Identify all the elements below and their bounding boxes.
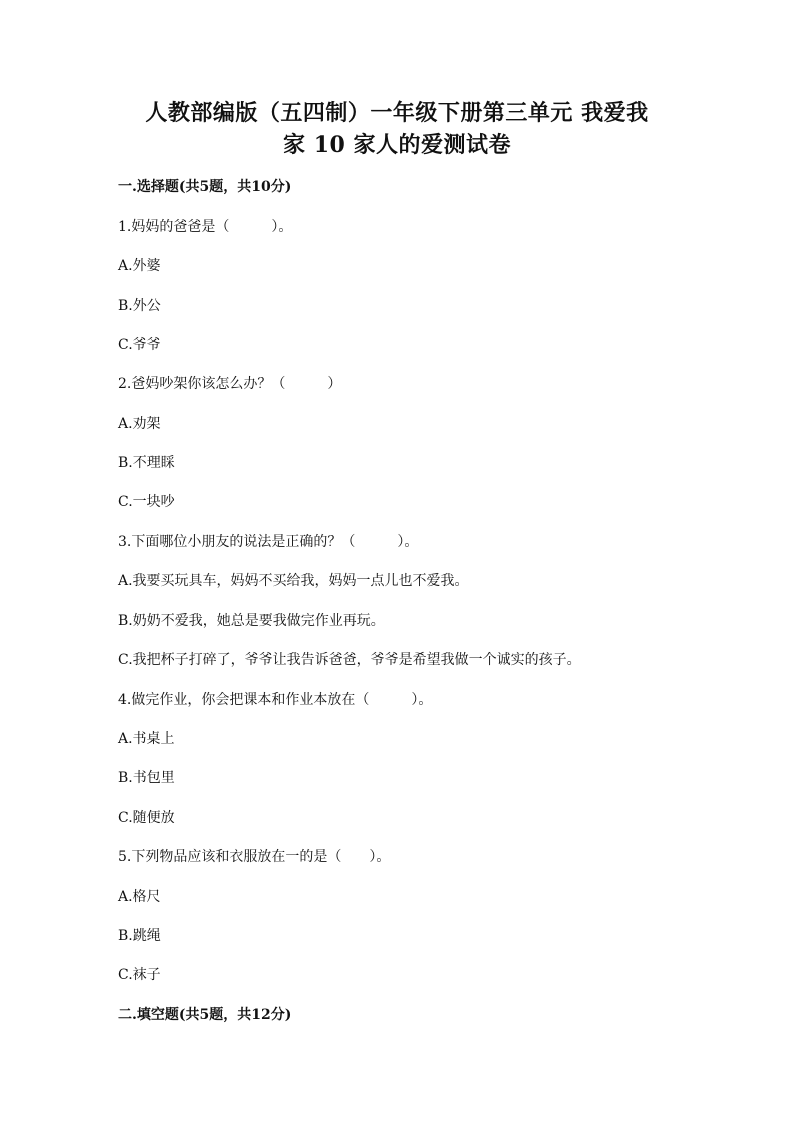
- question-2-stem: 2.爸妈吵架你该怎么办？（ ）: [118, 376, 342, 392]
- question-3-option-b: B.奶奶不爱我，她总是要我做完作业再玩。: [118, 613, 385, 629]
- question-2-option-b: B.不理睬: [118, 455, 175, 471]
- question-4-option-a: A.书桌上: [118, 731, 175, 747]
- section-heading-fill-in-blank: 二.填空题(共5题，共12分): [118, 1007, 292, 1023]
- question-4-option-b: B.书包里: [118, 770, 175, 786]
- section-heading-multiple-choice: 一.选择题(共5题，共10分): [118, 179, 292, 195]
- question-5-option-a: A.格尺: [118, 889, 161, 905]
- question-2-option-a: A.劝架: [118, 416, 161, 432]
- question-2-option-c: C.一块吵: [118, 494, 175, 510]
- question-1-option-b: B.外公: [118, 298, 161, 314]
- document-title-line-1: 人教部编版（五四制）一年级下册第三单元 我爱我: [145, 100, 649, 126]
- question-5-option-c: C.袜子: [118, 967, 161, 983]
- question-4-stem: 4.做完作业，你会把课本和作业本放在（ ）。: [118, 692, 433, 708]
- question-3-option-a: A.我要买玩具车，妈妈不买给我，妈妈一点儿也不爱我。: [118, 573, 469, 589]
- question-3-stem: 3.下面哪位小朋友的说法是正确的？（ ）。: [118, 534, 419, 550]
- question-1-stem: 1.妈妈的爸爸是（ ）。: [118, 219, 293, 235]
- question-3-option-c: C.我把杯子打碎了，爷爷让我告诉爸爸，爷爷是希望我做一个诚实的孩子。: [118, 652, 581, 668]
- question-1-option-c: C.爷爷: [118, 337, 161, 353]
- question-5-option-b: B.跳绳: [118, 928, 161, 944]
- question-4-option-c: C.随便放: [118, 810, 175, 826]
- question-5-stem: 5.下列物品应该和衣服放在一的是（ ）。: [118, 849, 391, 865]
- document-title-line-2: 家 10 家人的爱测试卷: [283, 132, 511, 158]
- question-1-option-a: A.外婆: [118, 258, 161, 274]
